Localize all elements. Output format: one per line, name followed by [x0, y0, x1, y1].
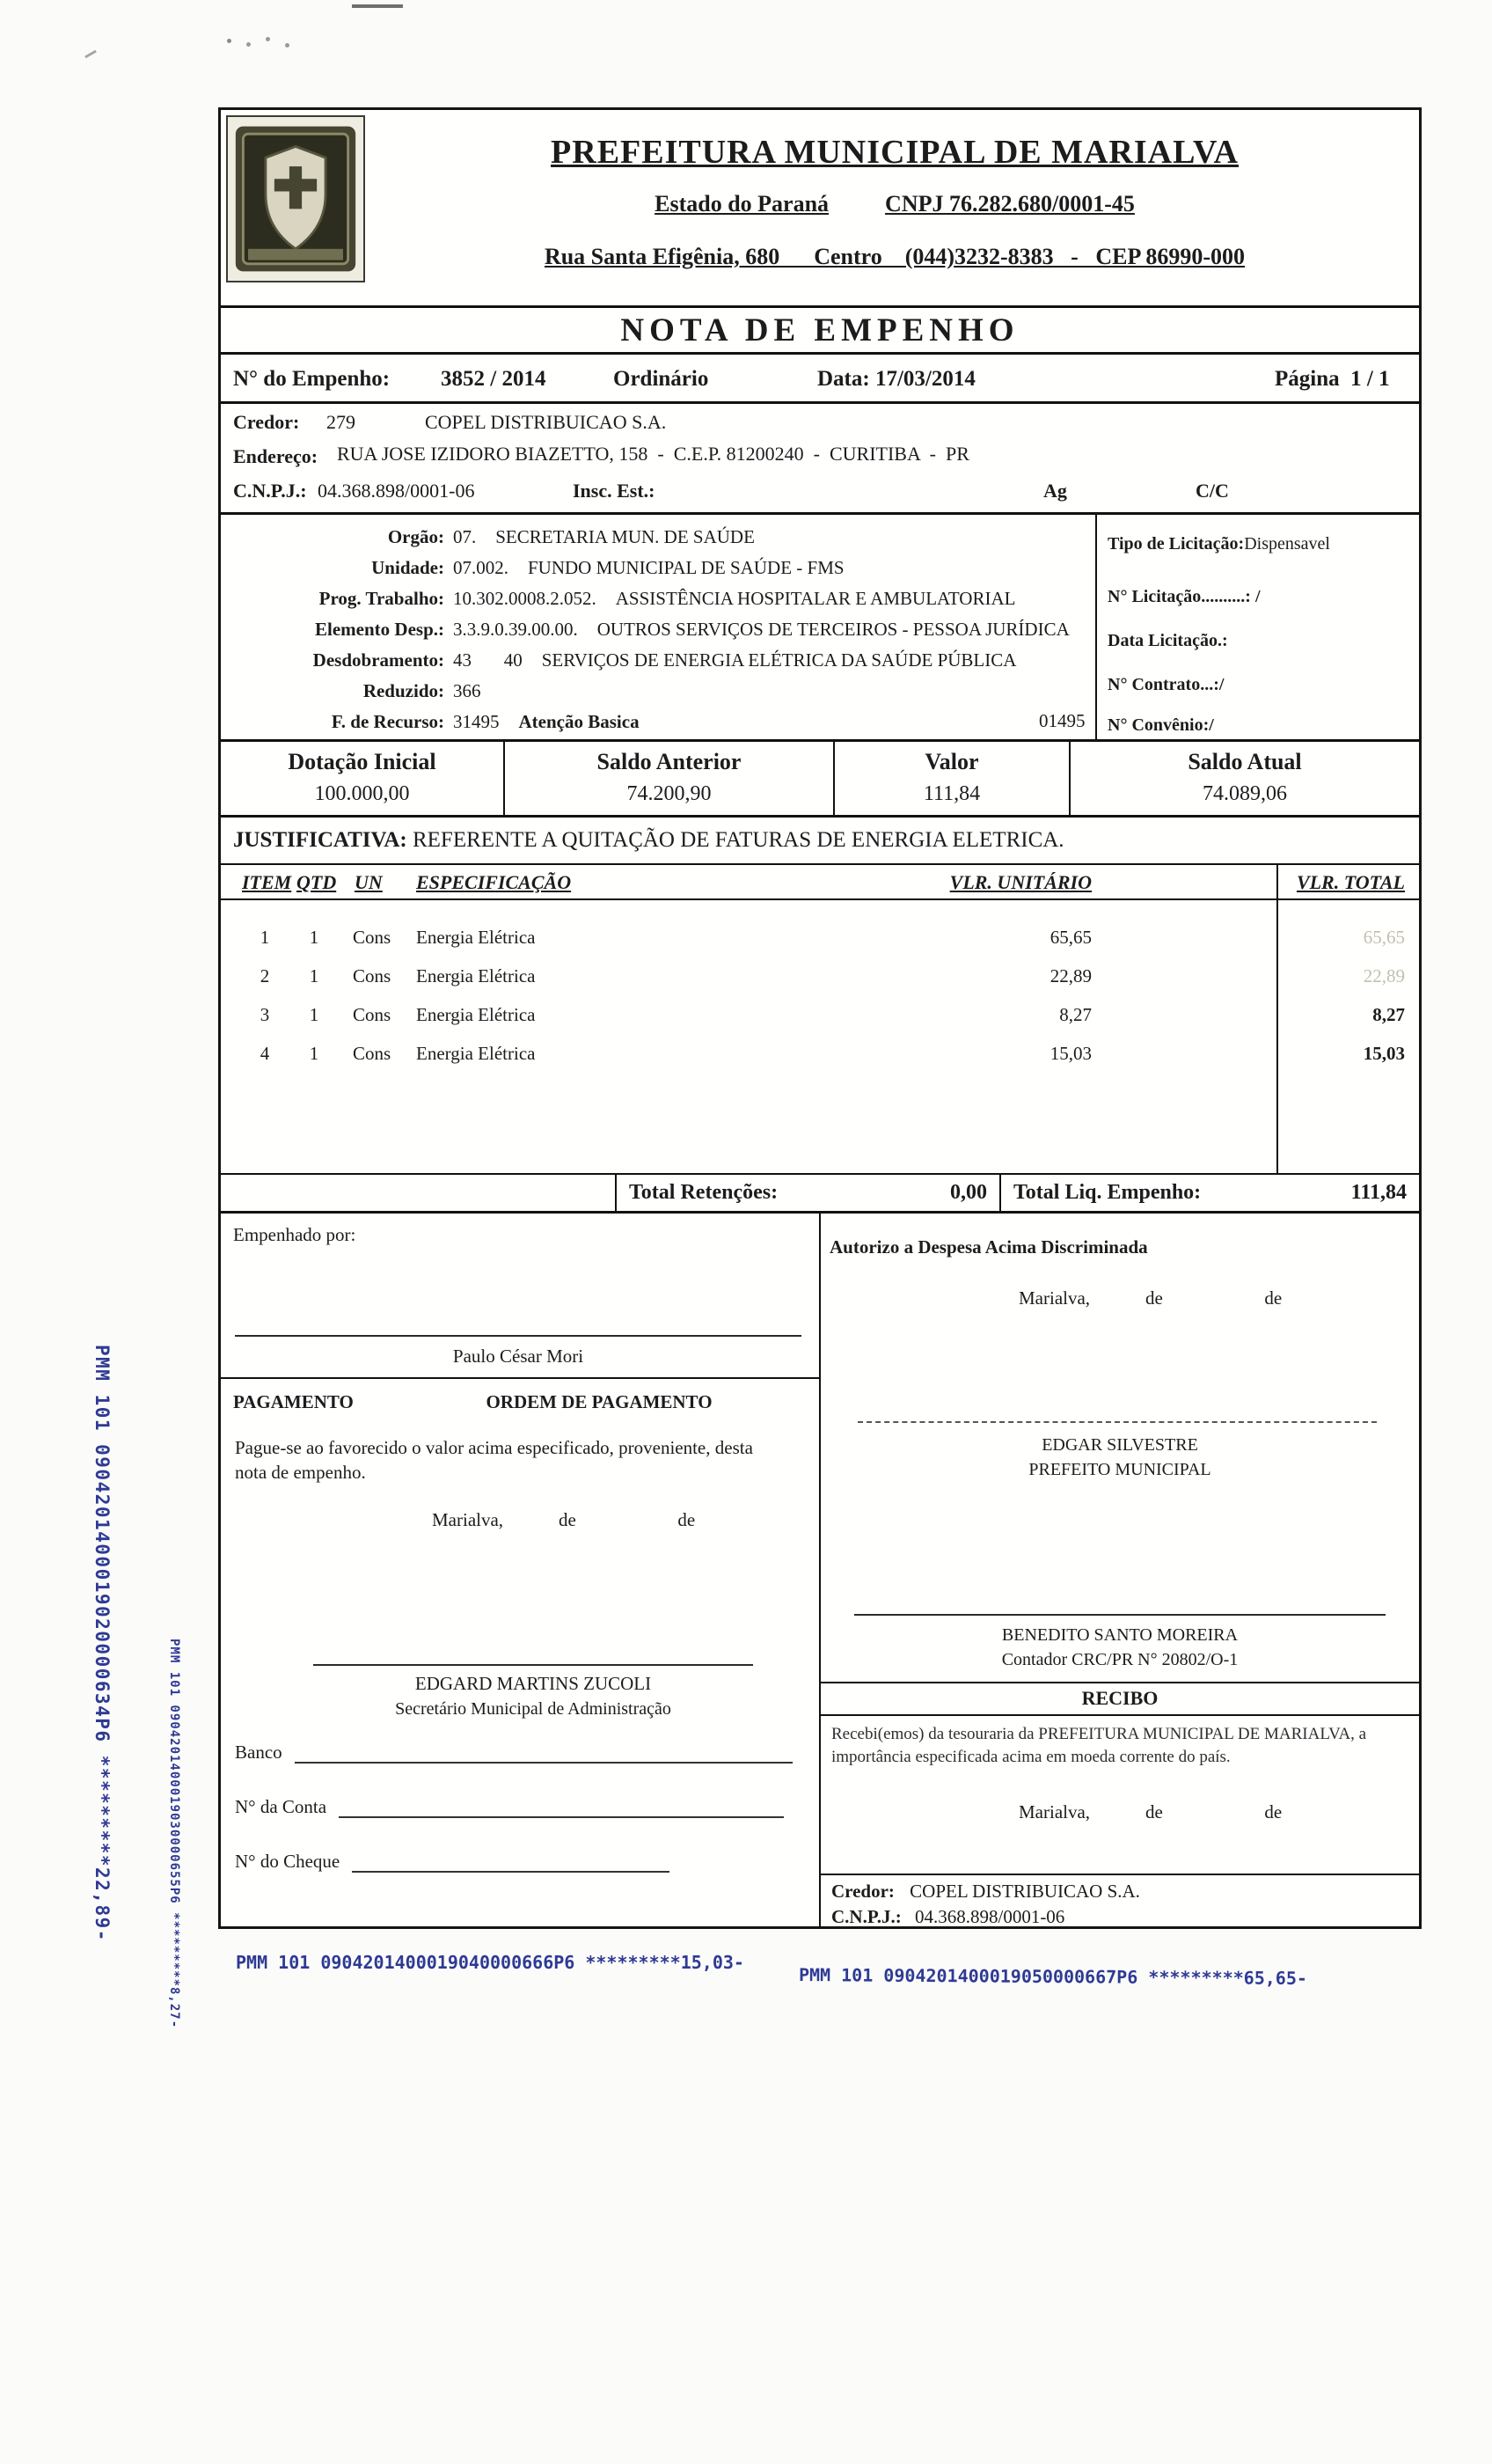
form-header: [221, 110, 1419, 305]
convenio-row: N° Convênio:/: [1108, 715, 1214, 735]
ag-label: Ag: [1043, 480, 1067, 502]
item-unitario: 8,27: [1059, 1004, 1092, 1025]
dot-matrix-stamp-vertical-2: PMM 101 0904201400019030000655P6 *********8,27-: [167, 1639, 181, 2029]
justificativa-row: [221, 818, 1419, 865]
vlr-unitario-header: VLR. UNITÁRIO: [949, 871, 1092, 893]
saldo-anterior-value: 74.200,90: [626, 782, 712, 805]
item-total: 15,03: [1363, 1043, 1405, 1064]
creditor-section: [221, 404, 1419, 515]
dotacao-inicial-value: 100.000,00: [314, 782, 410, 805]
prefeito-signature-line: [858, 1421, 1377, 1423]
saldo-anterior-col: [503, 742, 833, 815]
dot-matrix-stamp-vertical-1: PMM 101 0904201400019020000634P6 *********22,89-: [91, 1345, 113, 1942]
secretario-name: EDGARD MARTINS ZUCOLI: [414, 1673, 652, 1694]
unidade-label: Unidade:: [371, 557, 444, 578]
item-total: 65,65: [1363, 927, 1405, 948]
num-licitacao-row: N° Licitação..........: /: [1108, 587, 1261, 606]
recurso-extra-code: 01495: [1039, 710, 1086, 731]
item-qtd: 1: [309, 1004, 319, 1025]
saldo-anterior-header: Saldo Anterior: [596, 749, 742, 774]
city-crest-graphic: [233, 122, 358, 275]
scan-artifact: [84, 50, 97, 59]
prefeito-title: PREFEITO MUNICIPAL: [1028, 1460, 1211, 1479]
banco-row: [235, 1742, 793, 1764]
recibo-credor-row: [831, 1881, 1408, 1903]
qtd-header: QTD: [296, 871, 337, 893]
pagamento-title: PAGAMENTO: [233, 1391, 354, 1412]
recibo-title: RECIBO: [821, 1683, 1419, 1716]
item-total: 8,27: [1372, 1004, 1405, 1025]
unidade-name: FUNDO MUNICIPAL DE SAÚDE - FMS: [528, 557, 845, 578]
desdobramento-code: 43 40: [453, 649, 523, 671]
liquido-cell: [999, 1175, 1419, 1211]
empenho-number-row: [221, 355, 1419, 404]
justificativa-label: JUSTIFICATIVA:: [233, 828, 407, 852]
retencoes-cell: [615, 1175, 999, 1211]
liquido-label: Total Liq. Empenho:: [1013, 1181, 1202, 1204]
vlr-total-header: VLR. TOTAL: [1296, 871, 1405, 893]
item-qtd: 1: [309, 965, 319, 986]
address-line: Rua Santa Efigênia, 680 Centro (044)3232-8383 - CEP 86990-000: [544, 244, 1246, 269]
items-table: [221, 865, 1419, 1175]
insc-est-label: Insc. Est.:: [573, 480, 655, 502]
prog-code: 10.302.0008.2.052.: [453, 588, 596, 609]
item-un: Cons: [353, 965, 391, 986]
tipo-licitacao-value: Dispensavel: [1244, 534, 1330, 554]
autorizo-city-date: Marialva, de de: [1019, 1287, 1283, 1309]
dot-matrix-stamp-bottom-right: PMM 101 0904201400019050000667P6 *********65,65-: [798, 1963, 1308, 1990]
un-header: UN: [355, 871, 383, 893]
item-unitario: 65,65: [1050, 927, 1092, 948]
credor-name: COPEL DISTRIBUICAO S.A.: [425, 411, 667, 433]
desdobramento-label: Desdobramento:: [312, 649, 444, 671]
empenho-number-label: N° do Empenho:: [233, 367, 391, 391]
authorization-column: [819, 1214, 1419, 1926]
saldo-atual-col: [1069, 742, 1419, 815]
budget-classification-section: [221, 515, 1419, 742]
recibo-credor-name: COPEL DISTRIBUICAO S.A.: [910, 1881, 1140, 1902]
retencoes-label: Total Retenções:: [629, 1181, 779, 1204]
item-espec: Energia Elétrica: [416, 965, 536, 986]
table-row: [221, 965, 1419, 994]
data-licitacao-row: Data Licitação.:: [1108, 631, 1228, 650]
valor-value: 111,84: [923, 782, 981, 805]
orgao-name: SECRETARIA MUN. DE SAÚDE: [495, 526, 755, 547]
header-line-2: [379, 191, 1410, 217]
pagamento-city-date: Marialva, de de: [432, 1509, 696, 1530]
totals-row: [221, 1175, 1419, 1214]
item-qtd: 1: [309, 1043, 319, 1064]
dotacao-inicial-header: Dotação Inicial: [288, 749, 436, 774]
valor-header: Valor: [925, 749, 979, 774]
especificacao-header: ESPECIFICAÇÃO: [416, 871, 572, 893]
valor-col: [833, 742, 1069, 815]
cheque-row: [235, 1851, 669, 1873]
item-number: 3: [260, 1004, 270, 1025]
nota-de-empenho-form: [218, 107, 1422, 1929]
recibo-city-date: Marialva, de de: [1019, 1801, 1283, 1822]
cc-label: C/C: [1196, 480, 1229, 502]
banco-fill-line: [295, 1742, 793, 1764]
empenho-number-value: 3852 / 2014: [441, 367, 546, 391]
banco-label: Banco: [235, 1742, 282, 1763]
ordem-pagamento-title: ORDEM DE PAGAMENTO: [486, 1391, 713, 1412]
credor-label: Credor:: [233, 411, 300, 433]
pagamento-divider: [221, 1377, 819, 1379]
prog-name: ASSISTÊNCIA HOSPITALAR E AMBULATORIAL: [615, 588, 1016, 609]
contador-signature-line: [854, 1614, 1386, 1616]
contador-title: Contador CRC/PR N° 20802/O-1: [1001, 1650, 1239, 1669]
conta-label: N° da Conta: [235, 1796, 327, 1817]
signature-line: [313, 1664, 753, 1666]
item-number: 4: [260, 1043, 270, 1064]
item-total: 22,89: [1363, 965, 1405, 986]
justificativa-text: REFERENTE A QUITAÇÃO DE FATURAS DE ENERGIA ELETRICA.: [412, 828, 1064, 852]
empenho-date: Data: 17/03/2014: [817, 367, 976, 391]
recibo-cnpj-label: C.N.P.J.:: [831, 1906, 902, 1927]
reduzido-code: 366: [453, 680, 481, 701]
saldo-atual-value: 74.089,06: [1203, 782, 1287, 805]
items-table-header: [221, 865, 1419, 900]
recibo-cnpj-value: 04.368.898/0001-06: [914, 1906, 1065, 1927]
elemento-code: 3.3.9.0.39.00.00.: [453, 619, 578, 640]
state-label: Estado do Paraná: [655, 191, 830, 216]
item-number: 2: [260, 965, 270, 986]
secretario-title: Secretário Municipal de Administração: [395, 1699, 671, 1719]
recibo-section: [821, 1682, 1419, 1926]
reduzido-label: Reduzido:: [362, 680, 444, 701]
saldo-atual-header: Saldo Atual: [1188, 749, 1302, 774]
credor-code: 279: [326, 411, 355, 433]
cnpj-header: CNPJ 76.282.680/0001-45: [885, 191, 1135, 216]
empenho-kind: Ordinário: [613, 367, 709, 391]
item-un: Cons: [353, 1004, 391, 1025]
table-row: [221, 1043, 1419, 1071]
pagamento-text: Pague-se ao favorecido o valor acima especificado, proveniente, desta nota de empenho.: [235, 1437, 753, 1484]
conta-fill-line: [339, 1797, 784, 1818]
payment-column: [221, 1214, 819, 1926]
dotacao-table: [221, 742, 1419, 818]
item-number: 1: [260, 927, 270, 948]
recurso-code: 31495: [453, 711, 500, 732]
table-row: [221, 927, 1419, 955]
municipality-title: PREFEITURA MUNICIPAL DE MARIALVA: [551, 134, 1239, 171]
orgao-code: 07.: [453, 526, 477, 547]
recibo-text: Recebi(emos) da tesouraria da PREFEITURA MUNICIPAL DE MARIALVA, a importância especificada acima em moeda corrente do país.: [831, 1725, 1367, 1766]
item-header: ITEM: [242, 871, 292, 893]
cheque-fill-line: [352, 1852, 669, 1873]
signatures-section: [221, 1214, 1419, 1926]
recibo-credor-label: Credor:: [831, 1881, 895, 1902]
item-un: Cons: [353, 927, 391, 948]
prog-label: Prog. Trabalho:: [318, 588, 444, 609]
tipo-licitacao-row: [1108, 534, 1330, 554]
endereco-label: Endereço:: [233, 445, 318, 467]
signature-line: [235, 1335, 801, 1337]
elemento-name: OUTROS SERVIÇOS DE TERCEIROS - PESSOA JURÍDICA: [596, 619, 1070, 640]
dotacao-inicial-col: [221, 742, 503, 815]
recurso-label: F. de Recurso:: [331, 711, 444, 732]
scan-artifact: [352, 4, 403, 8]
item-qtd: 1: [309, 927, 319, 948]
recurso-name: Atenção Basica: [518, 711, 640, 732]
liquido-value: 111,84: [1350, 1181, 1407, 1204]
elemento-label: Elemento Desp.:: [315, 619, 444, 640]
retencoes-value: 0,00: [950, 1181, 987, 1204]
item-espec: Energia Elétrica: [416, 1004, 536, 1025]
licitacao-box: [1095, 515, 1419, 739]
empenhado-signer-name: Paulo César Mori: [452, 1346, 584, 1367]
desdobramento-name: SERVIÇOS DE ENERGIA ELÉTRICA DA SAÚDE PÚBLICA: [541, 649, 1017, 671]
totals-spacer: [221, 1175, 615, 1211]
scan-artifact: [227, 39, 231, 43]
orgao-label: Orgão:: [387, 526, 444, 547]
endereco-value: RUA JOSE IZIDORO BIAZETTO, 158 - C.E.P. 81200240 - CURITIBA - PR: [337, 443, 969, 465]
conta-row: [235, 1796, 784, 1818]
empenhado-por-label: Empenhado por:: [233, 1224, 356, 1245]
city-crest-icon: [226, 115, 365, 282]
tipo-licitacao-label: Tipo de Licitação:: [1108, 534, 1245, 554]
cheque-label: N° do Cheque: [235, 1851, 340, 1872]
table-row: [221, 1004, 1419, 1032]
credor-cnpj-label: C.N.P.J.:: [233, 480, 307, 502]
autorizo-title: Autorizo a Despesa Acima Discriminada: [830, 1236, 1148, 1258]
recibo-cnpj-row: [831, 1906, 1408, 1928]
recibo-credor-box: [821, 1874, 1419, 1926]
document-title: NOTA DE EMPENHO: [221, 305, 1419, 355]
contador-name: BENEDITO SANTO MOREIRA: [1001, 1625, 1239, 1645]
contrato-row: N° Contrato...:/: [1108, 675, 1225, 694]
credor-cnpj-value: 04.368.898/0001-06: [318, 480, 475, 502]
page-indicator: Página 1 / 1: [1275, 367, 1390, 391]
item-espec: Energia Elétrica: [416, 927, 536, 948]
dot-matrix-stamp-bottom-left: PMM 101 0904201400019040000666P6 *********15,03-: [236, 1952, 744, 1973]
item-unitario: 22,89: [1050, 965, 1092, 986]
item-espec: Energia Elétrica: [416, 1043, 536, 1064]
prefeito-name: EDGAR SILVESTRE: [1042, 1435, 1198, 1455]
item-un: Cons: [353, 1043, 391, 1064]
unidade-code: 07.002.: [453, 557, 508, 578]
item-unitario: 15,03: [1050, 1043, 1092, 1064]
